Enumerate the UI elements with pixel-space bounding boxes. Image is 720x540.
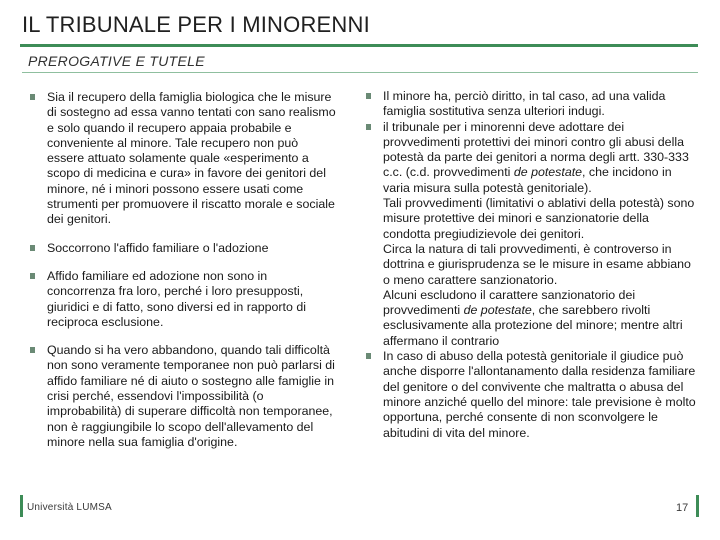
page-number: 17	[676, 502, 689, 514]
list-item	[366, 89, 698, 120]
square-bullet-icon	[366, 353, 371, 359]
square-bullet-icon	[30, 245, 35, 251]
square-bullet-icon	[30, 94, 35, 100]
list-item-text: Sia il recupero della famiglia biologica che le misure di sostegno ad essa vanno tentati con sano realismo e solo quando il recupero appaia probabile e conveniente al minore. Tale recupero non può essere attuato solamente quale «esperimento a scopo di medicina e cura» in favore dei genitori del minore, né i minori possono essere usati come strumenti per promuovere il riscatto morale e sociale dei genitori.	[47, 90, 336, 227]
list-item-paragraph	[383, 120, 698, 196]
footer-institution: Università LUMSA	[27, 502, 112, 513]
list-item	[30, 269, 336, 330]
list-item-paragraph	[383, 288, 698, 349]
square-bullet-icon	[366, 93, 371, 99]
text-run: Alcuni escludono il carattere sanzionatorio dei provvedimenti	[383, 287, 636, 318]
text-run: , che incidono in varia misura sulla potestà genitoriale).	[383, 165, 672, 195]
list-item-paragraph: Circa la natura di tali provvedimenti, è controverso in dottrina e giurisprudenza se le misure in esame abbiano o meno carattere sanzionatorio.	[383, 241, 691, 287]
list-item	[30, 343, 336, 450]
footer-accent-bar	[20, 495, 23, 517]
text-run: , che sarebbero rivolti esclusivamente alla protezione del minore; mentre altri affermano il contrario	[383, 303, 683, 348]
left-column	[30, 90, 336, 463]
list-item	[30, 90, 336, 228]
title-divider	[20, 44, 698, 47]
list-item	[30, 241, 336, 256]
square-bullet-icon	[366, 124, 371, 130]
square-bullet-icon	[30, 347, 35, 353]
italic-term: de potestate	[463, 303, 532, 318]
list-item-text: In caso di abuso della potestà genitoriale il giudice può anche disporre l'allontanamento dalla residenza familiare del genitore o del convivente che maltratta o abusa del minore anziché quello del minore: tale previsione è molto opportuna, perché consente di non sconvolgere le abitudini di vita del minore.	[383, 349, 696, 440]
square-bullet-icon	[30, 273, 35, 279]
subtitle-divider	[22, 72, 698, 73]
list-item-paragraph: Tali provvedimenti (limitativi o ablativi della potestà) sono misure protettive dei minori e sanzionatorie della condotta pregiudizievole dei genitori.	[383, 196, 695, 241]
right-column	[366, 89, 698, 441]
page-title: IL TRIBUNALE PER I MINORENNI	[22, 12, 370, 37]
list-item-text: Affido familiare ed adozione non sono in concorrenza fra loro, perché i loro presupposti, giuridici e di fatto, sono diversi ed in rapporto di reciproca esclusione.	[47, 268, 306, 329]
footer-accent-bar	[696, 495, 699, 517]
list-item-text: Il minore ha, perciò diritto, in tal caso, ad una valida famiglia sostitutiva senza ulteriori indugi.	[383, 89, 666, 119]
page-subtitle: PREROGATIVE E TUTELE	[28, 53, 205, 69]
list-item-text: Soccorrono l'affido familiare o l'adozione	[47, 240, 269, 255]
list-item	[366, 120, 698, 349]
text-run: il tribunale per i minorenni deve adottare dei provvedimenti protettivi dei minori contro gli abusi della potestà da parte dei genitori a norma degli artt. 330-333 c.c. (c.d. provvedimenti	[383, 119, 689, 180]
list-item-text: Quando si ha vero abbandono, quando tali difficoltà non sono veramente temporanee non può parlarsi di affido familiare né di aiuto o sostegno alle famiglie in crisi perché, essendovi l'impossibilità (o improbabilità) di superare difficoltà non temporanee, non è raggiungibile lo scopo dell'allevamento del minore nella sua famiglia d'origine.	[47, 343, 335, 449]
italic-term: de potestate	[513, 165, 583, 180]
list-item	[366, 349, 698, 441]
